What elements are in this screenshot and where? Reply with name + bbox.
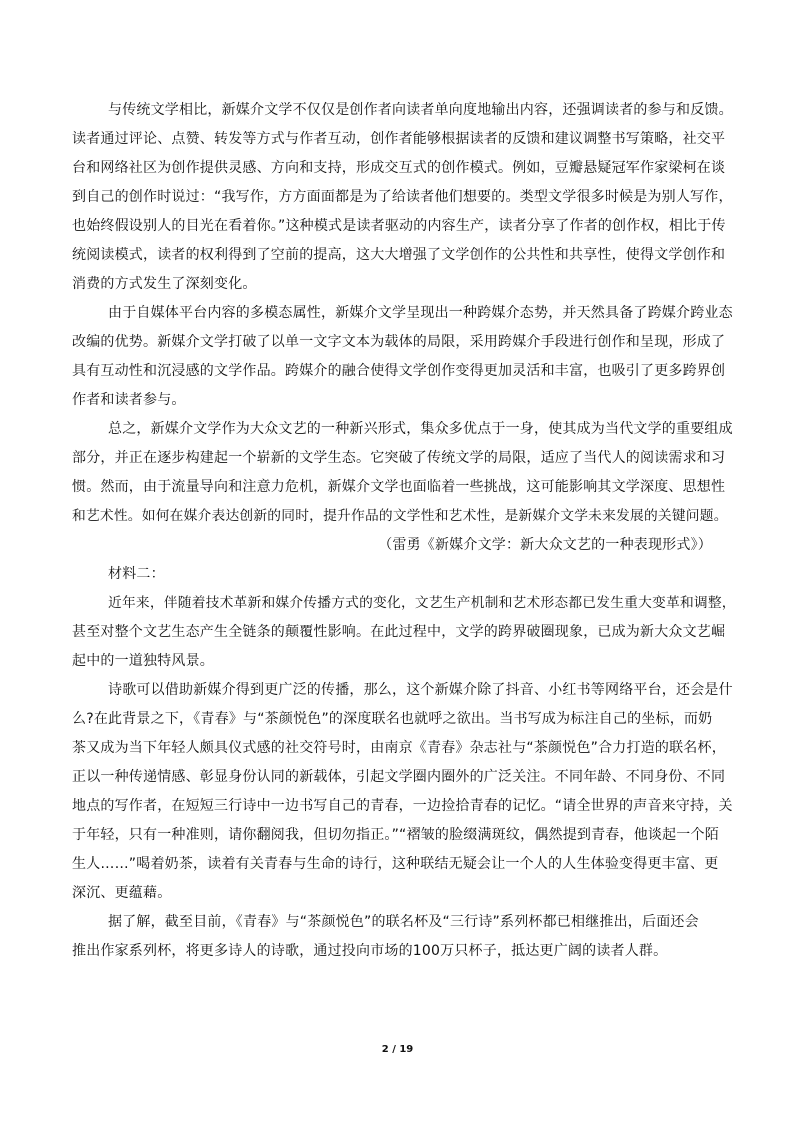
text-line: 具有互动性和沉浸感的文学作品。跨媒介的融合使得文学创作变得更加灵活和丰富，也吸引了更多跨界创	[72, 363, 726, 379]
text-line: 茶又成为当下年轻人颇具仪式感的社交符号时，由南京《青春》杂志社与“茶颜悦色”合力打造的联名杯，	[72, 740, 726, 756]
text-line: 近年来，伴随着技术革新和媒介传播方式的变化，文艺生产机制和艺术形态都已发生重大变革和调整，	[108, 595, 736, 611]
text-line: 起中的一道独特风景。	[72, 653, 214, 669]
text-line: 总之，新媒介文学作为大众文艺的一种新兴形式，集众多优点于一身，使其成为当代文学的重要组成	[108, 421, 733, 437]
text-line: 统阅读模式，读者的权利得到了空前的提高，这大大增强了文学创作的公共性和共享性，使得文学创作和	[72, 247, 726, 263]
text-line: 深沉、更蕴藉。	[72, 885, 172, 901]
text-line: 和艺术性。如何在媒介表达创新的同时，提升作品的文学性和艺术性，是新媒介文学未来发展的关键问题。	[72, 508, 728, 524]
text-line: 与传统文学相比，新媒介文学不仅仅是创作者向读者单向度地输出内容，还强调读者的参与和反馈。	[108, 102, 733, 118]
text-line: 到自己的创作时说过：“我写作，方方面面都是为了给读者他们想要的。类型文学很多时候是为别人写作，	[72, 189, 733, 205]
text-line: 部分，并正在逐步构建起一个崭新的文学生态。它突破了传统文学的局限，适应了当代人的阅读需求和习	[72, 450, 726, 466]
body-text	[72, 96, 736, 966]
text-line: 么?在此背景之下，《青春》与“茶颜悦色”的深度联名也就呼之欲出。当书写成为标注自己的坐标，而奶	[72, 711, 713, 727]
section-heading: 材料二：	[108, 566, 165, 582]
text-line: 于年轻，只有一种准则，请你翻阅我，但切勿指正。”“褶皱的脸缀满斑纹，偶然提到青春，他谈起一个陌	[72, 827, 719, 843]
text-line: 由于自媒体平台内容的多模态属性，新媒介文学呈现出一种跨媒介态势，并天然具备了跨媒介跨业态	[108, 305, 733, 321]
text-line: 惯。然而，由于流量导向和注意力危机，新媒介文学也面临着一些挑战，这可能影响其文学深度、思想性	[72, 479, 726, 495]
source-citation: （雷勇《新媒介文学：新大众文艺的一种表现形式》）	[378, 537, 712, 553]
text-line: 生人……”喝着奶茶，读着有关青春与生命的诗行，这种联结无疑会让一个人的人生体验变得更丰富、更	[72, 856, 719, 872]
text-line: 甚至对整个文艺生态产生全链条的颠覆性影响。在此过程中，文学的跨界破圈现象，已成为新大众文艺崛	[72, 624, 726, 640]
text-line: 诗歌可以借助新媒介得到更广泛的传播，那么，这个新媒介除了抖音、小红书等网络平台，还会是什	[108, 682, 733, 698]
text-line: 改编的优势。新媒介文学打破了以单一文字文本为载体的局限，采用跨媒介手段进行创作和呈现，形成了	[72, 334, 726, 350]
text-line: 也始终假设别人的目光在看着你。”这种模式是读者驱动的内容生产，读者分享了作者的创作权，相比于传	[72, 218, 726, 234]
text-line: 作者和读者参与。	[72, 392, 186, 408]
text-line: 地点的写作者，在短短三行诗中一边书写自己的青春，一边捡拾青春的记忆。“请全世界的声音来守持，关	[72, 798, 733, 814]
page-number: 2 / 19	[381, 1044, 414, 1055]
text-line: 正以一种传递情感、彰显身份认同的新载体，引起文学圈内圈外的广泛关注。不同年龄、不同身份、不同	[72, 769, 726, 785]
text-line: 推出作家系列杯，将更多诗人的诗歌，通过投向市场的100万只杯子，抵达更广阔的读者人群。	[72, 943, 668, 959]
text-line: 据了解，截至目前，《青春》与“茶颜悦色”的联名杯及“三行诗”系列杯都已相继推出，后面还会	[108, 914, 699, 930]
text-line: 消费的方式发生了深刻变化。	[72, 276, 257, 292]
text-line: 台和网络社区为创作提供灵感、方向和支持，形成交互式的创作模式。例如，豆瓣悬疑冠军作家梁柯在谈	[72, 160, 726, 176]
text-line: 读者通过评论、点赞、转发等方式与作者互动，创作者能够根据读者的反馈和建议调整书写策略，社交平	[72, 131, 726, 147]
